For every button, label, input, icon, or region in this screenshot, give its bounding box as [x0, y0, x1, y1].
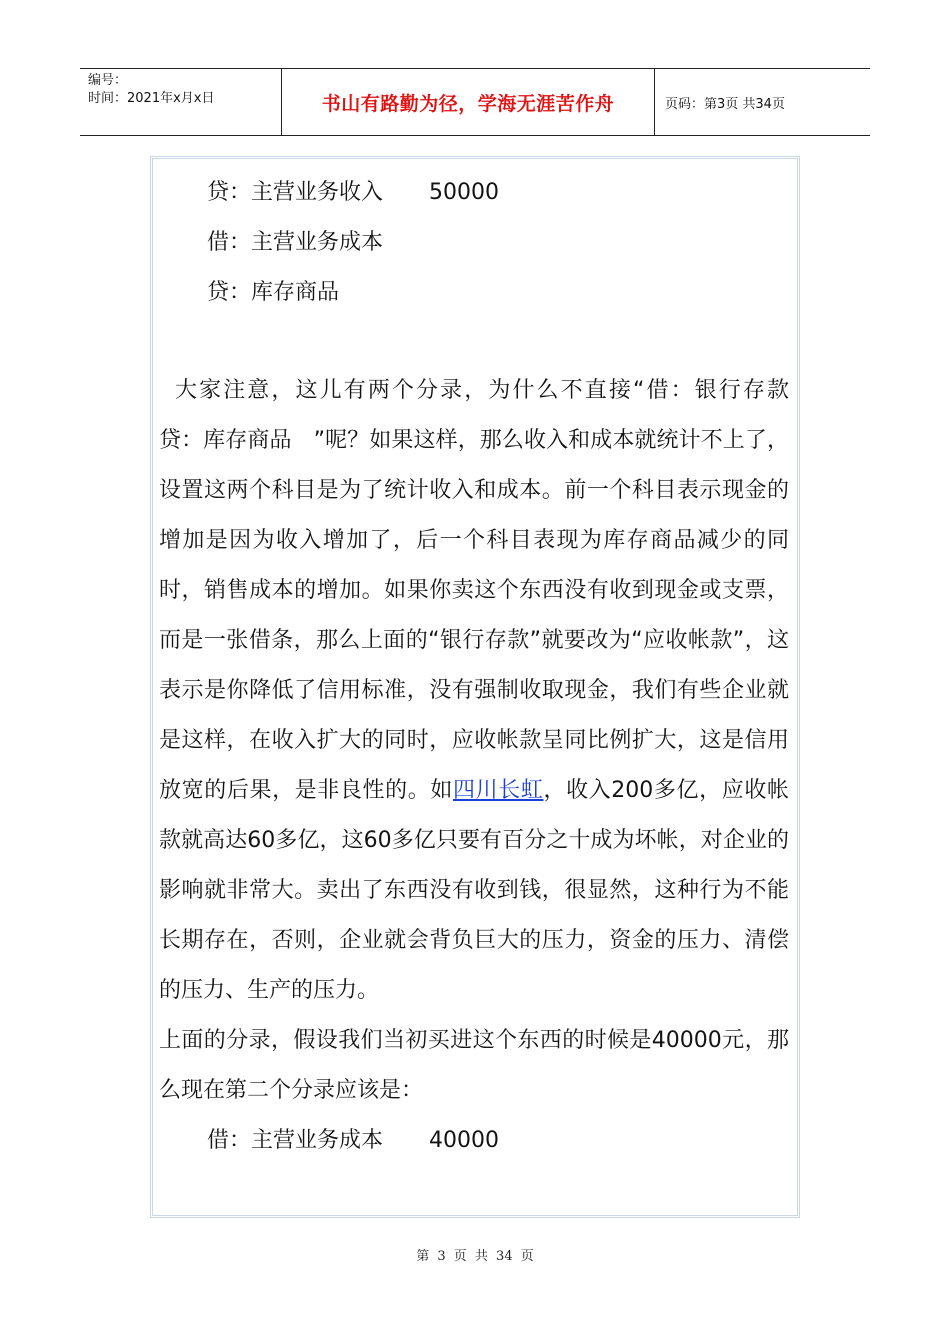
header-motto-cell	[282, 69, 655, 135]
journal-entry-credit-revenue	[207, 168, 789, 218]
assumption-paragraph: 上面的分录，假设我们当初买进这个东西的时候是40000元，那么现在第二个分录应该是：	[159, 1028, 789, 1103]
header-page-info-cell	[655, 69, 870, 135]
journal-entry-debit-cost-amount	[207, 1116, 789, 1166]
document-body	[159, 168, 812, 1166]
blank-line	[159, 318, 789, 366]
journal-entry-credit-inventory	[207, 268, 789, 318]
entry-label: 借：主营业务成本	[207, 1128, 384, 1153]
journal-entry-debit-cost	[207, 218, 789, 268]
sichuan-changhong-link[interactable]: 四川长虹	[453, 778, 544, 803]
entry-amount: 50000	[429, 180, 500, 205]
paragraph-text-continued: ，收入200多亿，应收帐款就高达60多亿，这60多亿只要有百分之十成为坏帐，对企业的影响就非常大。卖出了东西没有收到钱，很显然，这种行为不能长期存在，否则，企业就会背负巨大的压力，资金的压力、清偿的压力、生产的压力。	[159, 778, 789, 1003]
explanation-paragraph	[159, 366, 812, 1016]
page-footer: 第 3 页 共 34 页	[416, 1249, 534, 1264]
header-motto: 书山有路勤为径，学海无涯苦作舟	[321, 92, 615, 115]
document-number-label: 编号：	[88, 73, 128, 88]
entry-amount: 40000	[429, 1128, 500, 1153]
entry-label: 贷：库存商品	[207, 280, 340, 305]
document-date: 时间：2021年x月x日	[88, 91, 215, 106]
header-page-info: 页码：第3页 共34页	[665, 96, 785, 112]
entry-label: 贷：主营业务收入	[207, 180, 384, 205]
header-meta	[80, 69, 282, 135]
paragraph-text: 大家注意，这儿有两个分录，为什么不直接“借：银行存款 贷：库存商品 ”呢？如果这样，那么收入和成本就统计不上了，设置这两个科目是为了统计收入和成本。前一个科目表示现金的增加是因为收入增加了，后一个科目表现为库存商品减少的同时，销售成本的增加。如果你卖这个东西没有收到现金或支票，而是一张借条，那么上面的“银行存款”就要改为“应收帐款”，这表示是你降低了信用标准，没有强制收取现金，我们有些企业就是这样，在收入扩大的同时，应收帐款呈同比例扩大，这是信用放宽的后果，是非良性的。如	[159, 378, 812, 803]
page-header	[80, 68, 870, 136]
entry-label: 借：主营业务成本	[207, 230, 384, 255]
